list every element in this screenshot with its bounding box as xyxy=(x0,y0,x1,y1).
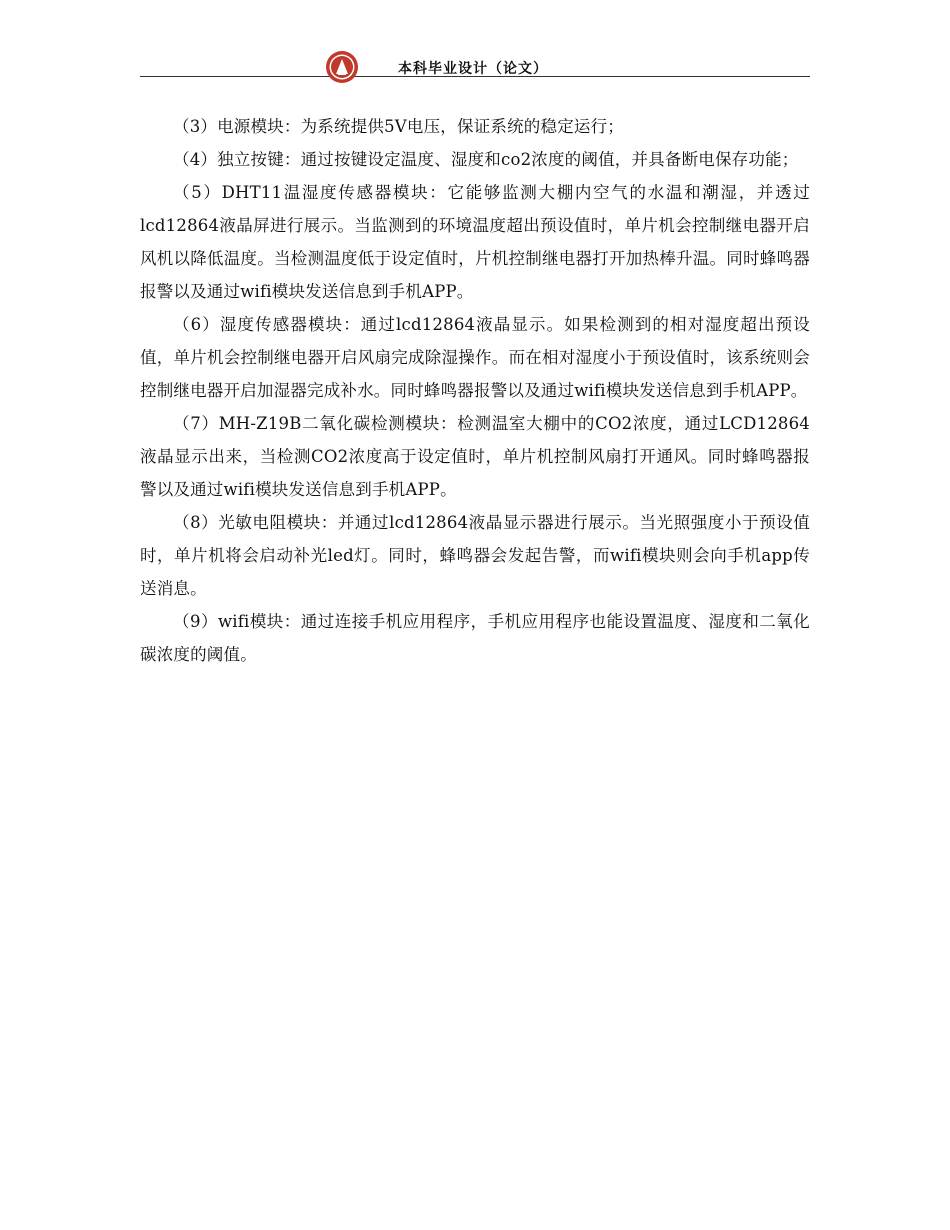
paragraph-co2-module: （7）MH-Z19B二氧化碳检测模块：检测温室大棚中的CO2浓度，通过LCD12864液晶显示出来，当检测CO2浓度高于设定值时，单片机控制风扇打开通风。同时蜂鸣器报警以及通过wifi模块发送信息到手机APP。 xyxy=(140,414,810,499)
document-body xyxy=(140,110,810,671)
paragraph-dht11-module: （5）DHT11温湿度传感器模块：它能够监测大棚内空气的水温和潮湿，并透过lcd12864液晶屏进行展示。当监测到的环境温度超出预设值时，单片机会控制继电器开启风机以降低温度。当检测温度低于设定值时，片机控制继电器打开加热棒升温。同时蜂鸣器报警以及通过wifi模块发送信息到手机APP。 xyxy=(140,183,810,301)
page-header xyxy=(140,48,810,77)
paragraph-wifi-module: （9）wifi模块：通过连接手机应用程序，手机应用程序也能设置温度、湿度和二氧化碳浓度的阈值。 xyxy=(140,612,810,664)
paragraph-independent-keys: （4）独立按键：通过按键设定温度、湿度和co2浓度的阈值，并具备断电保存功能； xyxy=(173,150,799,169)
paragraph-humidity-sensor: （6）湿度传感器模块：通过lcd12864液晶显示。如果检测到的相对湿度超出预设值，单片机会控制继电器开启风扇完成除湿操作。而在相对湿度小于预设值时，该系统则会控制继电器开启加湿器完成补水。同时蜂鸣器报警以及通过wifi模块发送信息到手机APP。 xyxy=(140,315,810,400)
paragraph-photoresistor-module: （8）光敏电阻模块：并通过lcd12864液晶显示器进行展示。当光照强度小于预设值时，单片机将会启动补光led灯。同时，蜂鸣器会发起告警，而wifi模块则会向手机app传送消息。 xyxy=(140,513,810,598)
header-title: 本科毕业设计（论文） xyxy=(398,61,548,77)
university-seal-icon xyxy=(325,50,359,84)
paragraph-power-module: （3）电源模块：为系统提供5V电压，保证系统的稳定运行； xyxy=(173,117,625,136)
